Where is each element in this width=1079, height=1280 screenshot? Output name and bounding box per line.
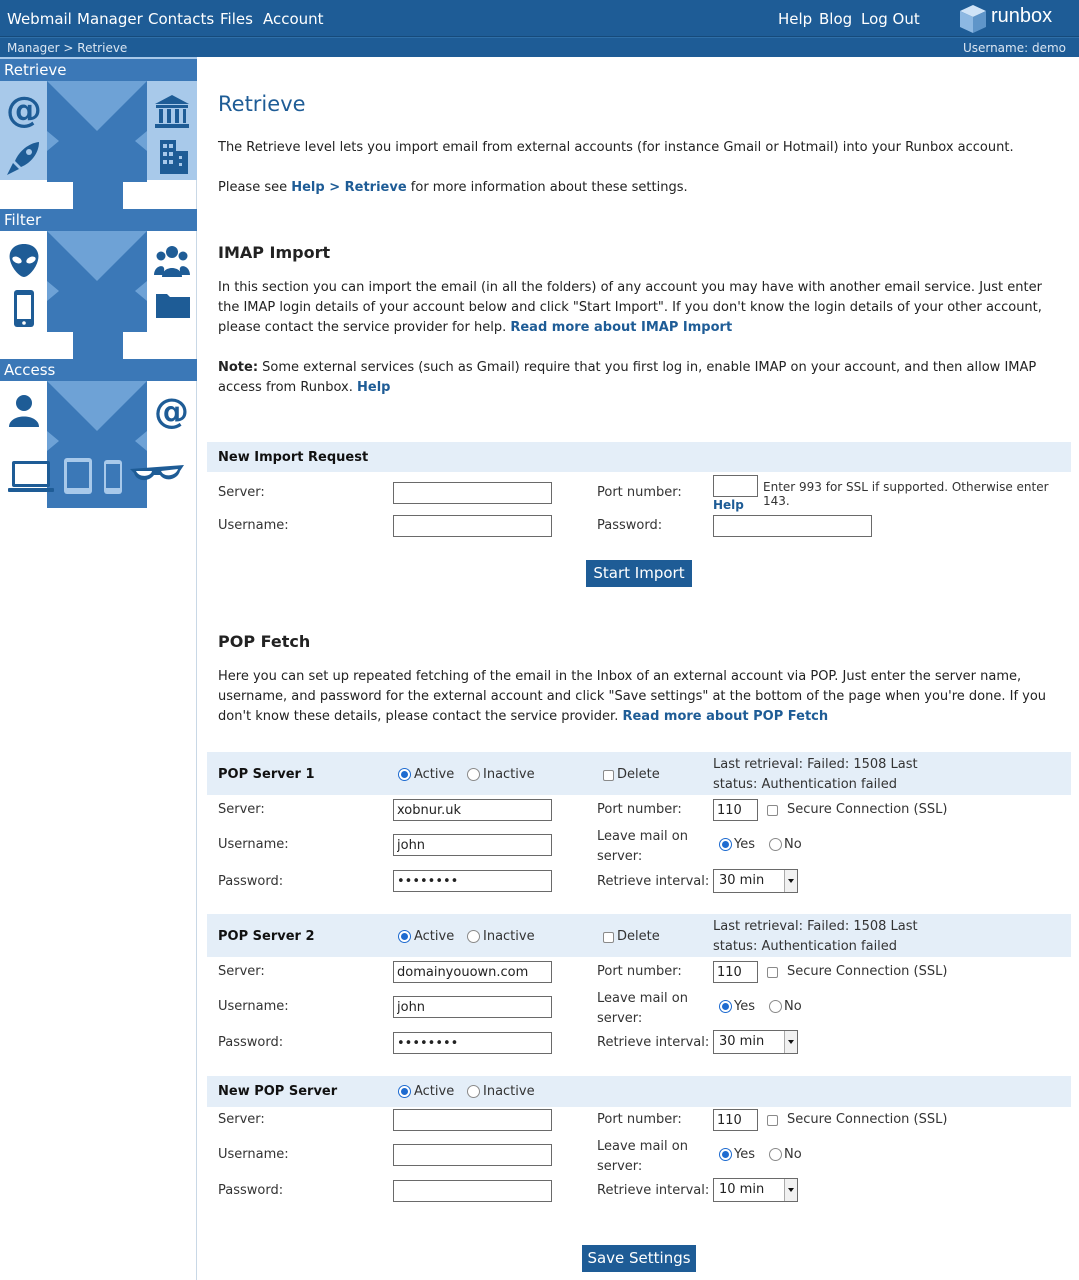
imap-note-help-link[interactable]: Help	[357, 380, 391, 395]
pop1-username-input[interactable]	[393, 834, 552, 856]
chevron-down-icon	[784, 870, 797, 892]
pop2-password-input[interactable]	[393, 1032, 552, 1054]
logo-text: runbox	[991, 5, 1053, 27]
pop2-password-label: Password:	[218, 1035, 284, 1050]
help-retrieve-link[interactable]: Help > Retrieve	[291, 180, 407, 195]
at-icon	[4, 90, 44, 130]
rocket-icon	[3, 139, 43, 179]
pop1-password-label: Password:	[218, 874, 284, 889]
filter-arrow	[47, 231, 147, 311]
devices-icon	[8, 457, 188, 497]
pop1-server-input[interactable]	[393, 799, 552, 821]
imap-note	[218, 358, 1063, 398]
sidebar-section-access[interactable]: Access	[0, 359, 197, 381]
pop2-leave-yes-radio[interactable]	[719, 1000, 732, 1013]
pop1-status: Last retrieval: Failed: 1508 Last status: Authentication failed	[713, 757, 918, 792]
pop1-port-label: Port number:	[597, 802, 682, 817]
pop1-ssl-checkbox[interactable]	[767, 805, 778, 816]
pop1-username-label: Username:	[218, 837, 289, 852]
pop2-no-label: No	[784, 999, 802, 1014]
folder-icon	[153, 284, 193, 324]
svg-text:@: @	[154, 392, 189, 431]
help-ref-suffix: for more information about these settings.	[406, 180, 688, 195]
pop3-interval-value: 10 min	[719, 1182, 765, 1197]
runbox-logo[interactable]	[958, 3, 1073, 33]
sidebar-section-filter[interactable]: Filter	[0, 209, 197, 231]
imap-port-input[interactable]	[713, 475, 758, 497]
pop2-interval-select[interactable]	[713, 1030, 798, 1054]
nav-help[interactable]: Help	[778, 10, 813, 28]
pop3-password-label: Password:	[218, 1183, 284, 1198]
breadcrumb-bar	[0, 37, 1079, 57]
imap-port-help-link[interactable]: Help	[713, 498, 744, 512]
pop-server-1-title: POP Server 1	[218, 767, 315, 782]
pop3-username-input[interactable]	[393, 1144, 552, 1166]
pop2-username-input[interactable]	[393, 996, 552, 1018]
pop1-password-input[interactable]	[393, 870, 552, 892]
pop2-delete-label: Delete	[617, 929, 660, 944]
breadcrumb: Manager > Retrieve	[7, 41, 128, 55]
pop3-active-label: Active	[414, 1084, 455, 1099]
help-reference	[218, 178, 1063, 198]
pop-desc-text: Here you can set up repeated fetching of the email in the Inbox of an external account via POP. Just enter the server name, username, and password for the external account and click "Save settings" at the bottom of the page when you're done. If you don't know these details, please contact the service provider.	[218, 669, 1047, 724]
pop3-port-label: Port number:	[597, 1112, 682, 1127]
nav-manager[interactable]: Manager	[77, 10, 143, 28]
nav-account[interactable]: Account	[263, 10, 324, 28]
sidebar	[0, 57, 197, 1280]
pop1-interval-value: 30 min	[719, 873, 765, 888]
smartphone-icon	[4, 289, 44, 329]
pop1-leave-no-radio[interactable]	[769, 838, 782, 851]
imap-username-label: Username:	[218, 518, 289, 533]
pop1-active-radio[interactable]	[398, 768, 411, 781]
pop3-interval-select[interactable]	[713, 1178, 798, 1202]
group-icon	[152, 241, 192, 281]
bank-icon	[152, 92, 192, 132]
pop3-active-radio[interactable]	[398, 1085, 411, 1098]
nav-contacts[interactable]: Contacts	[148, 10, 215, 28]
pop2-server-input[interactable]	[393, 961, 552, 983]
nav-logout[interactable]: Log Out	[861, 10, 920, 28]
pop2-username-label: Username:	[218, 999, 289, 1014]
pop1-port-input[interactable]	[713, 799, 758, 821]
pop3-interval-label: Retrieve interval:	[597, 1183, 710, 1198]
alien-icon	[4, 241, 44, 281]
pop3-ssl-label: Secure Connection (SSL)	[787, 1112, 948, 1127]
pop2-server-label: Server:	[218, 964, 265, 979]
pop3-leave-mail-label: Leave mail on server:	[597, 1139, 688, 1174]
imap-username-input[interactable]	[393, 515, 552, 537]
pop3-leave-no-radio[interactable]	[769, 1148, 782, 1161]
pop3-inactive-radio[interactable]	[467, 1085, 480, 1098]
note-label: Note:	[218, 360, 259, 375]
pop2-active-radio[interactable]	[398, 930, 411, 943]
pop1-leave-yes-radio[interactable]	[719, 838, 732, 851]
intro-text: The Retrieve level lets you import email from external accounts (for instance Gmail or Hotmail) into your Runbox account.	[218, 140, 1014, 155]
imap-read-more-link[interactable]: Read more about IMAP Import	[510, 320, 733, 335]
pop2-port-label: Port number:	[597, 964, 682, 979]
pop3-yes-label: Yes	[734, 1147, 755, 1162]
start-import-button[interactable]: Start Import	[586, 560, 692, 587]
imap-server-label: Server:	[218, 485, 265, 500]
username-display: Username: demo	[962, 41, 1066, 55]
imap-heading: IMAP Import	[218, 243, 331, 262]
import-request-title: New Import Request	[218, 450, 369, 465]
pop-description	[218, 667, 1063, 727]
user-icon	[4, 391, 44, 431]
pop-server-2-title: POP Server 2	[218, 929, 315, 944]
note-text: Some external services (such as Gmail) require that you first log in, enable IMAP on your account, and then allow IMAP access from Runbox.	[218, 360, 1037, 395]
pop1-inactive-radio[interactable]	[467, 768, 480, 781]
nav-files[interactable]: Files	[220, 10, 253, 28]
pop3-ssl-checkbox[interactable]	[767, 1115, 778, 1126]
pop2-leave-mail-label: Leave mail on server:	[597, 991, 688, 1026]
new-pop-server-title: New POP Server	[218, 1084, 338, 1099]
imap-description	[218, 278, 1063, 338]
building-icon	[154, 137, 194, 177]
pop3-inactive-label: Inactive	[483, 1084, 535, 1099]
pop1-interval-label: Retrieve interval:	[597, 874, 710, 889]
pop1-active-label: Active	[414, 767, 455, 782]
pop2-ssl-checkbox[interactable]	[767, 967, 778, 978]
pop1-ssl-label: Secure Connection (SSL)	[787, 802, 948, 817]
imap-password-input[interactable]	[713, 515, 872, 537]
pop2-interval-value: 30 min	[719, 1034, 765, 1049]
pop2-yes-label: Yes	[734, 999, 755, 1014]
sidebar-section-retrieve[interactable]: Retrieve	[0, 59, 197, 81]
nav-webmail[interactable]: Webmail	[7, 10, 72, 28]
help-ref-prefix: Please see	[218, 180, 292, 195]
pop3-username-label: Username:	[218, 1147, 289, 1162]
pop1-delete-checkbox[interactable]	[603, 770, 614, 781]
pop2-inactive-radio[interactable]	[467, 930, 480, 943]
pop1-leave-mail-label: Leave mail on server:	[597, 829, 688, 864]
svg-text:@: @	[6, 90, 42, 130]
email-at-icon	[153, 391, 193, 431]
pop2-interval-label: Retrieve interval:	[597, 1035, 710, 1050]
pop1-delete-label: Delete	[617, 767, 660, 782]
access-arrow	[47, 381, 147, 461]
retrieve-arrow	[47, 81, 147, 161]
pop1-yes-label: Yes	[734, 837, 755, 852]
pop3-port-input[interactable]	[713, 1109, 758, 1131]
imap-password-label: Password:	[597, 518, 663, 533]
pop2-active-label: Active	[414, 929, 455, 944]
imap-desc-text: In this section you can import the email (in all the folders) of any account you may have with another email service. Just enter the IMAP login details of your account below and click "Start Import". If you don't know the login details of your other account, please contact the service provider for help.	[218, 280, 1042, 335]
page-title: Retrieve	[218, 92, 306, 116]
pop2-ssl-label: Secure Connection (SSL)	[787, 964, 948, 979]
pop-read-more-link[interactable]: Read more about POP Fetch	[622, 709, 829, 724]
pop-heading: POP Fetch	[218, 632, 311, 651]
pop1-no-label: No	[784, 837, 802, 852]
pop2-port-input[interactable]	[713, 961, 758, 983]
cube-icon	[958, 4, 988, 34]
pop2-delete-checkbox[interactable]	[603, 932, 614, 943]
pop2-status: Last retrieval: Failed: 1508 Last status: Authentication failed	[713, 919, 918, 954]
pop3-server-label: Server:	[218, 1112, 265, 1127]
chevron-down-icon	[784, 1031, 797, 1053]
pop1-server-label: Server:	[218, 802, 265, 817]
pop1-interval-select[interactable]	[713, 869, 798, 893]
pop2-inactive-label: Inactive	[483, 929, 535, 944]
imap-server-input[interactable]	[393, 482, 552, 504]
pop3-leave-yes-radio[interactable]	[719, 1148, 732, 1161]
chevron-down-icon	[784, 1179, 797, 1201]
top-nav	[0, 0, 1079, 37]
pop2-leave-no-radio[interactable]	[769, 1000, 782, 1013]
save-settings-button[interactable]: Save Settings	[582, 1245, 696, 1272]
nav-blog[interactable]: Blog	[819, 10, 853, 28]
imap-port-hint: Enter 993 for SSL if supported. Otherwise enter 143.	[763, 480, 1049, 508]
pop3-password-input[interactable]	[393, 1180, 552, 1202]
pop1-inactive-label: Inactive	[483, 767, 535, 782]
pop3-server-input[interactable]	[393, 1109, 552, 1131]
pop3-no-label: No	[784, 1147, 802, 1162]
imap-port-label: Port number:	[597, 485, 682, 500]
